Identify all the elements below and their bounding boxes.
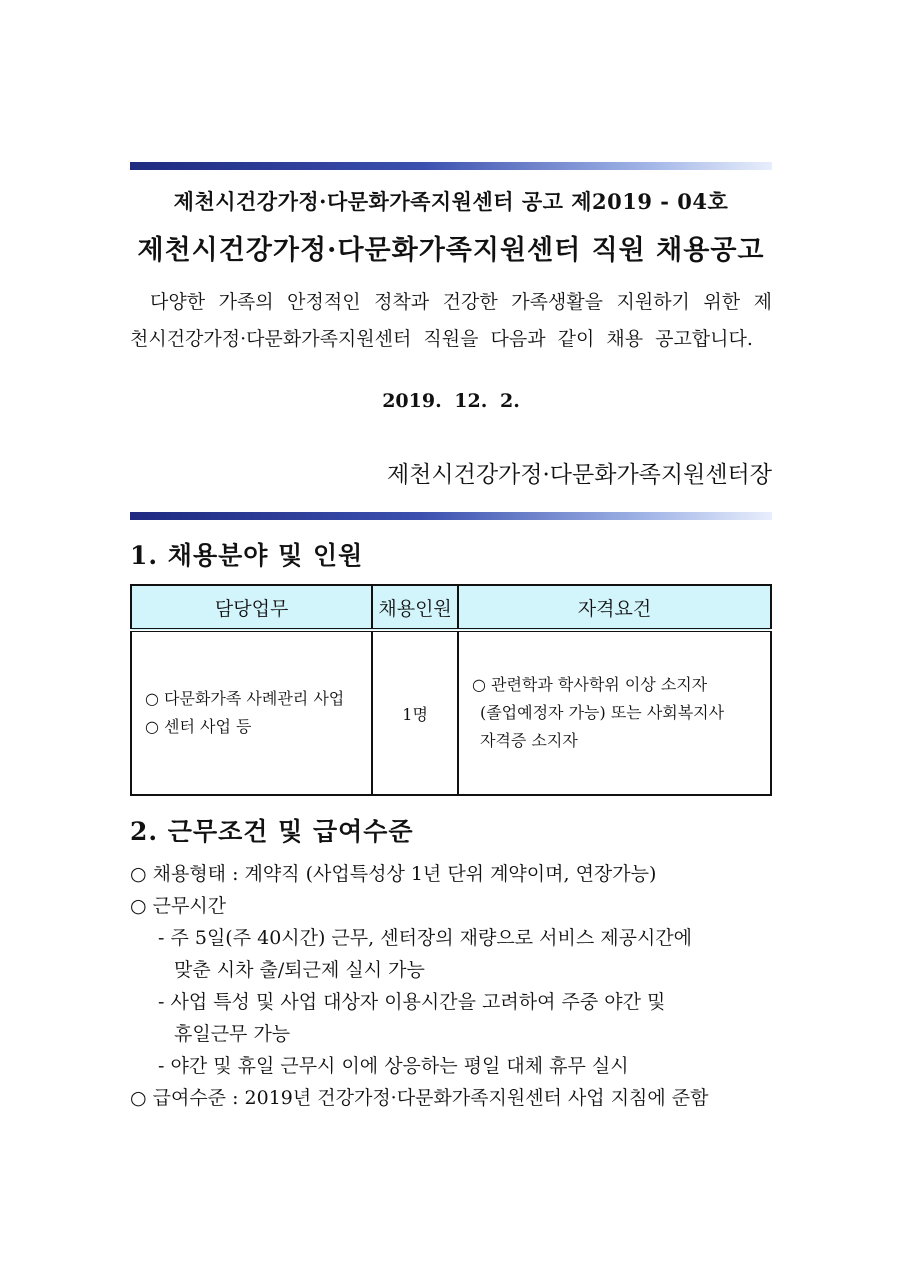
salary-level: ○ 급여수준 : 2019년 건강가정·다문화가족지원센터 사업 지침에 준함 [130, 1087, 709, 1109]
work-hours-label: ○ 근무시간 [130, 895, 227, 917]
notice-number: 제천시건강가정·다문화가족지원센터 공고 제2019 - 04호 [173, 189, 729, 214]
top-divider [130, 162, 772, 170]
section-1-heading: 1. 채용분야 및 인원 [130, 541, 364, 570]
duty-item: ○ 센터 사업 등 [145, 717, 252, 736]
intro-paragraph: 다양한 가족의 안정적인 정착과 건강한 가족생활을 지원하기 위한 제천시건강가정·다문화가족지원센터 직원을 다음과 같이 채용 공고합니다. [130, 291, 772, 350]
work-hours-item: - 야간 및 휴일 근무시 이에 상응하는 평일 대체 휴무 실시 [158, 1055, 629, 1077]
headcount-cell: 1명 [372, 630, 458, 795]
work-hours-item: - 주 5일(주 40시간) 근무, 센터장의 재량으로 서비스 제공시간에 [158, 927, 693, 949]
table-row [131, 630, 771, 795]
qualification-line: (졸업예정자 가능) 또는 사회복지사 [479, 703, 725, 722]
qualification-line: ○ 관련학과 학사학위 이상 소지자 [471, 675, 708, 694]
section-2-heading: 2. 근무조건 및 급여수준 [130, 817, 414, 846]
page-title: 제천시건강가정·다문화가족지원센터 직원 채용공고 [137, 235, 765, 266]
work-hours-item: - 사업 특성 및 사업 대상자 이용시간을 고려하여 주중 야간 및 [158, 991, 666, 1013]
section-divider [130, 512, 772, 520]
employment-type: ○ 채용형태 : 계약직 (사업특성상 1년 단위 계약이며, 연장가능) [130, 863, 657, 885]
qualification-line: 자격증 소지자 [479, 731, 578, 750]
header-headcount: 채용인원 [372, 585, 458, 630]
qualification-cell [458, 630, 771, 795]
recruitment-table [130, 584, 772, 796]
header-duty: 담당업무 [131, 585, 372, 630]
duty-item: ○ 다문화가족 사례관리 사업 [145, 689, 345, 708]
header-qualification: 자격요건 [458, 585, 771, 630]
issuer: 제천시건강가정·다문화가족지원센터장 [386, 462, 772, 488]
work-conditions [130, 858, 790, 1114]
work-hours-item: 맞춘 시차 출/퇴근제 실시 가능 [174, 959, 425, 981]
notice-date: 2019. 12. 2. [382, 390, 520, 412]
table-header-row [131, 585, 771, 630]
work-hours-item: 휴일근무 가능 [174, 1023, 291, 1045]
duty-cell [131, 630, 372, 795]
